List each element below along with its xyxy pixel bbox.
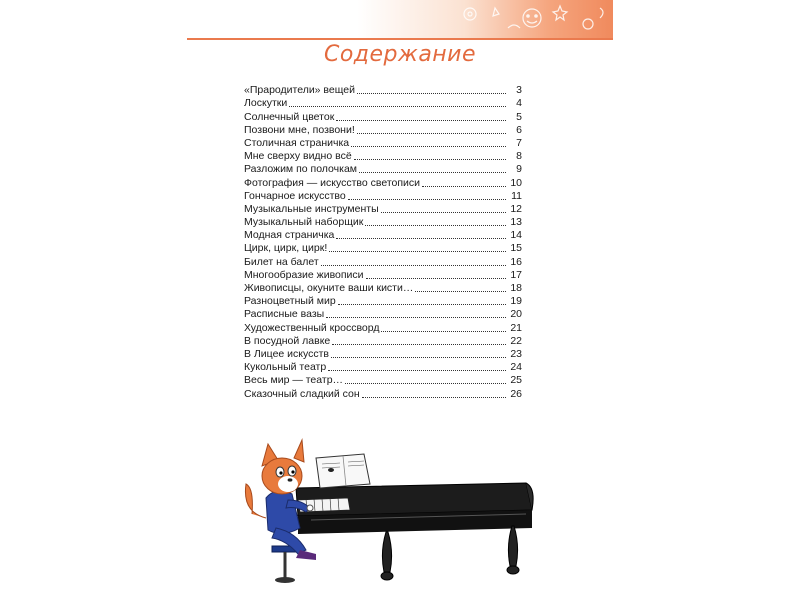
toc-leader-dots xyxy=(328,370,506,371)
toc-entry xyxy=(244,295,522,308)
toc-entry xyxy=(244,321,522,334)
toc-entry-page-number: 14 xyxy=(510,229,522,242)
toc-entry-page-number: 16 xyxy=(510,255,522,268)
toc-entry xyxy=(244,387,522,400)
toc-entry-page-number: 15 xyxy=(510,242,522,255)
toc-leader-dots xyxy=(357,93,506,94)
toc-entry-title: «Прародители» вещей xyxy=(244,84,355,97)
toc-entry-title: Разложим по полочкам xyxy=(244,163,358,176)
toc-entry-title: Гончарное искусство xyxy=(244,189,346,202)
toc-entry-title: Позвони мне, позвони! xyxy=(244,123,355,136)
toc-entry-title: Билет на балет xyxy=(244,255,319,268)
toc-entry-page-number: 4 xyxy=(516,97,522,110)
header-divider xyxy=(187,38,613,40)
toc-entry-page-number: 11 xyxy=(511,189,522,202)
toc-entry-title: Модная страничка xyxy=(244,229,335,242)
toc-entry xyxy=(244,361,522,374)
toc-entry xyxy=(244,176,522,189)
toc-entry xyxy=(244,242,522,255)
toc-entry-page-number: 10 xyxy=(510,176,522,189)
toc-entry-page-number: 5 xyxy=(516,110,522,123)
toc-entry-title: Расписные вазы xyxy=(244,308,325,321)
toc-entry-title: Сказочный сладкий сон xyxy=(244,387,360,400)
toc-entry-page-number: 7 xyxy=(516,136,522,149)
toc-entry-title: Кукольный театр xyxy=(244,361,327,374)
toc-leader-dots xyxy=(354,159,506,160)
toc-entry-title: Цирк, цирк, цирк! xyxy=(244,242,328,255)
toc-entry-title: В Лицее искусств xyxy=(244,347,330,360)
toc-leader-dots xyxy=(336,120,506,121)
toc-entry-title: Мне сверху видно всё xyxy=(244,150,352,163)
toc-entry-title: Фотография — искусство светописи xyxy=(244,176,421,189)
toc-leader-dots xyxy=(329,251,506,252)
toc-entry-page-number: 19 xyxy=(510,295,522,308)
toc-entry-page-number: 24 xyxy=(510,361,522,374)
toc-entry-page-number: 25 xyxy=(510,374,522,387)
toc-entry-page-number: 21 xyxy=(510,321,522,334)
toc-entry-title: Музыкальный наборщик xyxy=(244,216,364,229)
toc-entry-page-number: 26 xyxy=(510,387,522,400)
toc-entry-title: В посудной лавке xyxy=(244,334,331,347)
toc-leader-dots xyxy=(381,212,506,213)
toc-entry xyxy=(244,374,522,387)
toc-entry-title: Многообразие живописи xyxy=(244,268,364,281)
toc-entry xyxy=(244,84,522,97)
toc-entry-title: Солнечный цветок xyxy=(244,110,335,123)
toc-entry xyxy=(244,335,522,348)
toc-entry xyxy=(244,97,522,110)
toc-entry-title: Лоскутки xyxy=(244,97,288,110)
toc-leader-dots xyxy=(415,291,506,292)
toc-leader-dots xyxy=(331,357,506,358)
toc-entry xyxy=(244,255,522,268)
toc-leader-dots xyxy=(336,238,506,239)
toc-entry-page-number: 13 xyxy=(510,216,522,229)
toc-entry-title: Живописцы, окуните ваши кисти… xyxy=(244,282,414,294)
toc-entry-page-number: 3 xyxy=(516,84,522,97)
header-decoration-icon xyxy=(440,0,613,38)
toc-entry-page-number: 6 xyxy=(516,123,522,136)
toc-leader-dots xyxy=(357,133,506,134)
toc-entry-page-number: 20 xyxy=(510,308,522,321)
toc-leader-dots xyxy=(365,225,506,226)
toc-entry-title: Музыкальные инструменты xyxy=(244,202,379,215)
toc-entry xyxy=(244,216,522,229)
toc-entry-title: Весь мир — театр… xyxy=(244,374,344,387)
toc-leader-dots xyxy=(332,344,506,345)
toc-entry-page-number: 18 xyxy=(510,282,522,294)
toc-entry xyxy=(244,124,522,137)
toc-entry xyxy=(244,203,522,216)
toc-entry-title: Художественный кроссворд xyxy=(244,321,380,334)
toc-entry xyxy=(244,110,522,123)
toc-leader-dots xyxy=(338,304,506,305)
toc-entry xyxy=(244,190,522,203)
toc-leader-dots xyxy=(348,199,506,200)
toc-leader-dots xyxy=(321,265,506,266)
toc-leader-dots xyxy=(359,172,506,173)
toc-leader-dots xyxy=(422,186,506,187)
cat-playing-grand-piano-illustration xyxy=(236,428,536,598)
page-title: Содержание xyxy=(323,42,477,67)
toc-entry-title: Разноцветный мир xyxy=(244,295,336,308)
toc-entry-page-number: 23 xyxy=(510,347,522,360)
toc-leader-dots xyxy=(381,331,506,332)
toc-entry-page-number: 17 xyxy=(510,268,522,281)
toc-entry xyxy=(244,150,522,163)
toc-leader-dots xyxy=(289,106,506,107)
toc-leader-dots xyxy=(326,317,506,318)
toc-entry xyxy=(244,163,522,176)
toc-entry-title: Столичная страничка xyxy=(244,136,350,149)
toc-entry-page-number: 12 xyxy=(510,202,522,215)
toc-entry xyxy=(244,269,522,282)
toc-entry xyxy=(244,137,522,150)
toc-entry xyxy=(244,282,522,295)
toc-entry-page-number: 8 xyxy=(516,150,522,163)
toc-leader-dots xyxy=(366,278,506,279)
toc-leader-dots xyxy=(345,383,506,384)
toc-entry xyxy=(244,348,522,361)
toc-leader-dots xyxy=(351,146,506,147)
toc-entry xyxy=(244,229,522,242)
table-of-contents xyxy=(244,84,522,401)
toc-entry-page-number: 9 xyxy=(516,163,522,176)
toc-entry xyxy=(244,308,522,321)
toc-entry-page-number: 22 xyxy=(510,334,522,347)
toc-leader-dots xyxy=(362,397,506,398)
